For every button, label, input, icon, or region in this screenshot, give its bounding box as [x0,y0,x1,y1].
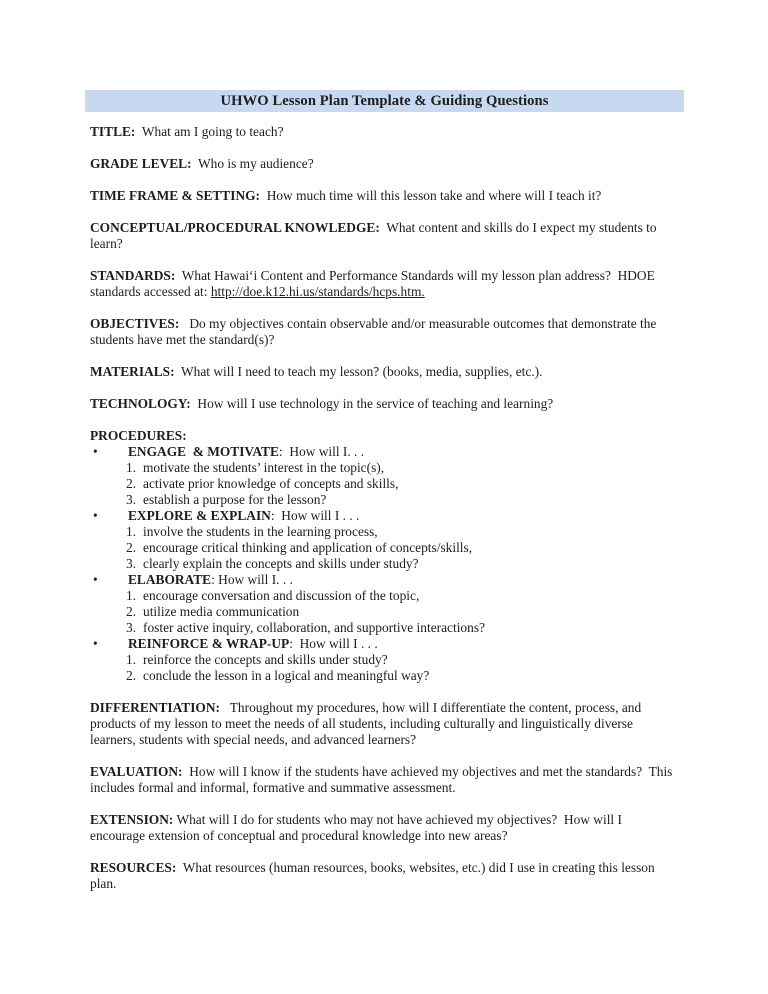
document-header-bar [85,90,684,112]
substep-number: 3. [126,492,137,507]
substep-text: motivate the students’ interest in the topic(s), [143,460,385,475]
substep-number: 2. [126,476,137,491]
section-standards [90,268,678,300]
section-differentiation [90,700,678,748]
section-extension-question: What will I do for students who may not have achieved my objectives? How will I encourage extension of conceptual and procedural knowledge into new areas? [90,812,626,843]
section-evaluation-label: EVALUATION: [90,764,183,779]
section-title-label: TITLE: [90,124,136,139]
substep-text: foster active inquiry, collaboration, and supportive interactions? [143,620,485,635]
substep-number: 2. [126,540,137,555]
section-resources-question: What resources (human resources, books, websites, etc.) did I use in creating this lesson plan. [90,860,659,891]
section-objectives [90,316,678,348]
substep-number: 1. [126,652,137,667]
procedure-substep [90,652,678,668]
bullet-icon: • [93,444,98,459]
substep-number: 1. [126,588,137,603]
section-standards-question: What Hawai‘i Content and Performance Standards will my lesson plan address? HDOE standards accessed at: [90,268,659,299]
procedure-step-question: : How will I . . . [289,636,378,651]
bullet-icon: • [93,508,98,523]
substep-text: reinforce the concepts and skills under study? [143,652,388,667]
procedure-step-label: ENGAGE & MOTIVATE [128,444,279,459]
section-conceptual-knowledge-label: CONCEPTUAL/PROCEDURAL KNOWLEDGE: [90,220,380,235]
procedure-engage-motivate [90,444,678,460]
page-title: UHWO Lesson Plan Template & Guiding Questions [220,92,549,109]
substep-text: involve the students in the learning process, [143,524,378,539]
section-grade-level-question: Who is my audience? [191,156,314,171]
procedure-substep [90,540,678,556]
procedure-substep [90,492,678,508]
procedure-substep [90,460,678,476]
section-materials [90,364,678,380]
section-extension [90,812,678,844]
procedure-step-label: ELABORATE [128,572,212,587]
procedure-step-label: EXPLORE & EXPLAIN [128,508,271,523]
section-evaluation-question: How will I know if the students have achieved my objectives and met the standards? This includes formal and informal, formative and summative assessment. [90,764,676,795]
section-technology [90,396,678,412]
substep-text: clearly explain the concepts and skills under study? [143,556,419,571]
section-extension-label: EXTENSION: [90,812,174,827]
procedure-substep [90,668,678,684]
section-grade-level [90,156,678,172]
substep-number: 1. [126,460,137,475]
procedure-step-heading [128,572,293,588]
procedure-elaborate [90,572,678,588]
procedures-list [90,444,678,684]
procedure-substep [90,604,678,620]
procedure-step-heading [128,636,378,652]
procedure-step-question: : How will I. . . [211,572,293,587]
substep-text: encourage critical thinking and application of concepts/skills, [143,540,473,555]
procedure-step-label: REINFORCE & WRAP-UP [128,636,290,651]
procedure-explore-explain [90,508,678,524]
procedure-reinforce-wrapup [90,636,678,652]
section-objectives-question: Do my objectives contain observable and/or measurable outcomes that demonstrate the students have met the standard(s)? [90,316,660,347]
substep-number: 3. [126,620,137,635]
procedure-substep [90,524,678,540]
substep-text: conclude the lesson in a logical and meaningful way? [143,668,430,683]
substep-text: establish a purpose for the lesson? [143,492,327,507]
procedure-step-question: : How will I . . . [270,508,360,523]
section-time-frame [90,188,678,204]
section-conceptual-knowledge [90,220,678,252]
section-time-frame-question: How much time will this lesson take and where will I teach it? [260,188,602,203]
section-title [90,124,678,140]
section-evaluation [90,764,678,796]
section-technology-label: TECHNOLOGY: [90,396,191,411]
procedure-step-heading [128,444,364,460]
section-differentiation-label: DIFFERENTIATION: [90,700,220,715]
bullet-icon: • [93,572,98,587]
section-procedures-heading [90,428,678,444]
section-objectives-label: OBJECTIVES: [90,316,180,331]
substep-number: 3. [126,556,137,571]
substep-text: activate prior knowledge of concepts and skills, [143,476,399,491]
section-differentiation-question: Throughout my procedures, how will I differentiate the content, process, and products of my lesson to meet the needs of all students, including culturally and linguistically diverse learners, students with special needs, and advanced learners? [90,700,645,747]
section-materials-question: What will I need to teach my lesson? (books, media, supplies, etc.). [174,364,543,379]
section-materials-label: MATERIALS: [90,364,175,379]
procedure-substep [90,556,678,572]
substep-text: encourage conversation and discussion of the topic, [143,588,420,603]
section-standards-label: STANDARDS: [90,268,176,283]
section-title-question: What am I going to teach? [135,124,284,139]
substep-number: 1. [126,524,137,539]
procedure-step-question: : How will I. . . [278,444,365,459]
section-resources [90,860,678,892]
procedure-step-heading [128,508,359,524]
procedure-substep [90,588,678,604]
substep-number: 2. [126,604,137,619]
section-technology-question: How will I use technology in the service of teaching and learning? [190,396,554,411]
section-time-frame-label: TIME FRAME & SETTING: [90,188,260,203]
procedure-substep [90,620,678,636]
bullet-icon: • [93,636,98,651]
substep-number: 2. [126,668,137,683]
section-procedures-label: PROCEDURES: [90,428,187,443]
section-conceptual-knowledge-question: What content and skills do I expect my students to learn? [90,220,660,251]
procedure-substep [90,476,678,492]
hcps-standards-link[interactable]: http://doe.k12.hi.us/standards/hcps.htm. [210,284,425,299]
section-resources-label: RESOURCES: [90,860,177,875]
substep-text: utilize media communication [143,604,300,619]
section-grade-level-label: GRADE LEVEL: [90,156,192,171]
